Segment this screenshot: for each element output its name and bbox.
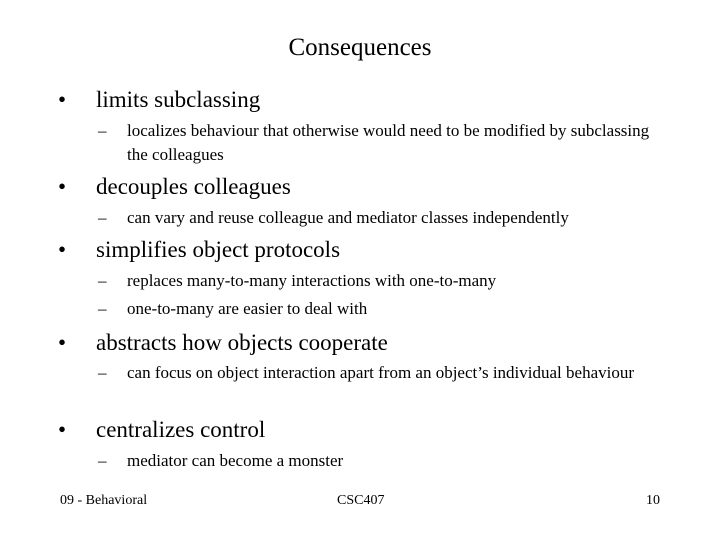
bullet-text: decouples colleagues: [96, 174, 291, 199]
dash-marker: –: [98, 363, 107, 382]
bullet-marker: •: [58, 330, 67, 355]
sub-bullet-text: can vary and reuse colleague and mediator classes independently: [127, 208, 569, 227]
bullet-marker: •: [58, 174, 67, 199]
bullet-text: limits subclassing: [96, 87, 261, 112]
bullet-marker: •: [58, 87, 67, 112]
bullet-marker: •: [58, 417, 67, 442]
dash-marker: –: [98, 271, 107, 290]
dash-marker: –: [98, 299, 107, 318]
slide-title: Consequences: [288, 34, 432, 61]
bullet-text: abstracts how objects cooperate: [96, 330, 388, 355]
sub-bullet-text: mediator can become a monster: [127, 451, 344, 470]
footer-page-number: 10: [646, 493, 660, 508]
sub-bullet-text: can focus on object interaction apart from an object’s individual behaviour: [127, 363, 634, 382]
dash-marker: –: [98, 451, 107, 470]
footer-course-code: CSC407: [337, 493, 385, 508]
sub-bullet-text: localizes behaviour that otherwise would need to be modified by subclassing the colleagues: [127, 121, 650, 164]
sub-bullet-text: replaces many-to-many interactions with one-to-many: [127, 271, 497, 290]
dash-marker: –: [98, 121, 107, 140]
bullet-text: simplifies object protocols: [96, 237, 341, 262]
footer-course-section: 09 - Behavioral: [60, 493, 148, 508]
bullet-text: centralizes control: [96, 417, 266, 442]
sub-bullet-text: one-to-many are easier to deal with: [127, 299, 368, 318]
dash-marker: –: [98, 208, 107, 227]
bullet-marker: •: [58, 237, 67, 262]
